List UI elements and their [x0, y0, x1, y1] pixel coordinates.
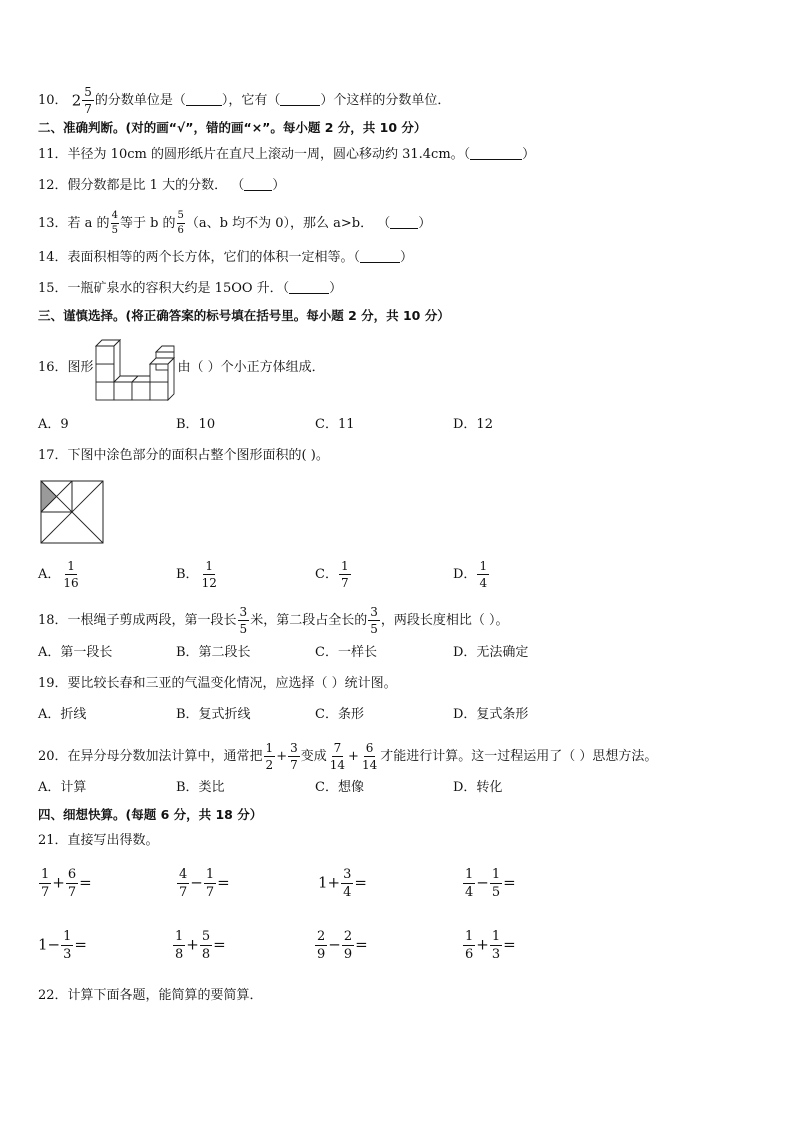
question-number: 10． — [38, 93, 68, 108]
calc-item: $\frac{1}{7}$ + $\frac{6}{7}$ = — [41, 867, 92, 900]
question-10: 10． 2 $\frac{5}{7}$ 的分数单位是（ ），它有（ ）个这样的分数单位． — [38, 85, 451, 116]
question-20: 20．在异分母分数加法计算中，通常把 $\frac{1}{2}$ + $\frac{3}{7}$ 变成 $\frac{7}{14}$ + $\frac{6}{14}$ 才能进行计算。这一过程运用了（ ）思想方法。 — [38, 741, 658, 772]
section-3-heading: 三、谨慎选择。(将正确答案的标号填在括号里。每小题 2 分，共 10 分） — [38, 308, 450, 323]
option-b[interactable]: B．10 — [176, 417, 216, 432]
calc-item: $\frac{2}{9}$ − $\frac{2}{9}$ = — [317, 929, 368, 962]
option-b[interactable]: B． $\frac{1}{12}$ — [176, 559, 217, 590]
answer-blank[interactable] — [244, 177, 272, 191]
calc-item: $\frac{1}{4}$ − $\frac{1}{5}$ = — [465, 867, 516, 900]
option-c[interactable]: C． $\frac{1}{7}$ — [315, 559, 349, 590]
option-d[interactable]: D．转化 — [453, 780, 503, 795]
answer-blank[interactable] — [289, 280, 329, 294]
option-c[interactable]: C．11 — [315, 417, 355, 432]
fraction: $\frac{3}{7}$ — [290, 741, 298, 772]
option-c[interactable]: C．想像 — [315, 780, 364, 795]
option-a[interactable]: A．第一段长 — [38, 645, 113, 660]
fraction: $\frac{5}{6}$ — [177, 210, 184, 236]
answer-blank[interactable] — [360, 249, 400, 263]
question-11: 11．半径为 10cm 的圆形纸片在直尺上滚动一周，圆心移动约 31.4cm。（ ） — [38, 147, 536, 162]
question-22: 22．计算下面各题，能简算的要简算． — [38, 988, 263, 1003]
option-a[interactable]: A．9 — [38, 417, 69, 432]
answer-blank[interactable] — [390, 215, 418, 229]
question-19: 19．要比较长春和三亚的气温变化情况，应选择（ ）统计图。 — [38, 676, 397, 691]
cube-stack-figure — [94, 332, 184, 404]
question-16: 16．图形 由（ ）个小正方体组成． — [38, 360, 325, 375]
option-d[interactable]: D．无法确定 — [453, 645, 529, 660]
option-b[interactable]: B．复式折线 — [176, 707, 251, 722]
option-a[interactable]: A．计算 — [38, 780, 87, 795]
section-4-heading: 四、细想快算。(每题 6 分，共 18 分） — [38, 807, 263, 822]
calc-item: $\frac{1}{6}$ + $\frac{1}{3}$ = — [465, 929, 516, 962]
question-18: 18．一根绳子剪成两段，第一段长 $\frac{3}{5}$ 米，第二段占全长的 $\frac{3}{5}$ ，两段长度相比（ ）。 — [38, 605, 509, 636]
question-12: 12．假分数都是比 1 大的分数． （ ） — [38, 178, 286, 193]
question-17: 17．下图中涂色部分的面积占整个图形面积的( )。 — [38, 448, 329, 463]
answer-blank[interactable] — [470, 146, 522, 160]
option-a[interactable]: A．折线 — [38, 707, 87, 722]
question-21: 21．直接写出得数。 — [38, 833, 159, 848]
fraction: $\frac{6}{14}$ — [361, 741, 378, 772]
fraction: $\frac{7}{14}$ — [329, 741, 346, 772]
calc-item: $\frac{4}{7}$ − $\frac{1}{7}$ = — [179, 867, 230, 900]
option-b[interactable]: B．第二段长 — [176, 645, 251, 660]
calc-item: 1− $\frac{1}{3}$ = — [38, 929, 87, 962]
option-d[interactable]: D．12 — [453, 417, 493, 432]
option-c[interactable]: C．条形 — [315, 707, 364, 722]
section-2-heading: 二、准确判断。(对的画“√”，错的画“×”。每小题 2 分，共 10 分） — [38, 120, 427, 135]
fraction: $\frac{3}{5}$ — [370, 605, 378, 636]
question-15: 15．一瓶矿泉水的容积大约是 15OO 升．（ ） — [38, 281, 343, 296]
fraction: $\frac{5}{7}$ — [84, 85, 92, 116]
answer-blank[interactable] — [186, 92, 222, 106]
option-b[interactable]: B．类比 — [176, 780, 225, 795]
fraction: $\frac{4}{5}$ — [111, 210, 118, 236]
mixed-number-integer: 2 — [71, 91, 82, 110]
option-a[interactable]: A． $\frac{1}{16}$ — [38, 559, 79, 590]
answer-blank[interactable] — [280, 92, 320, 106]
fraction: $\frac{3}{5}$ — [239, 605, 248, 636]
option-d[interactable]: D． $\frac{1}{4}$ — [453, 559, 488, 590]
question-13: 13．若 a 的 $\frac{4}{5}$ 等于 b 的 $\frac{5}{6}$ （a、b 均不为 0），那么 a>b． （ ） — [38, 210, 432, 236]
calc-item: 1+ $\frac{3}{4}$ = — [318, 867, 367, 900]
question-14: 14．表面积相等的两个长方体，它们的体积一定相等。（ ） — [38, 250, 414, 265]
fraction: $\frac{1}{2}$ — [265, 741, 274, 772]
shaded-square-figure — [40, 480, 104, 544]
option-d[interactable]: D．复式条形 — [453, 707, 529, 722]
option-c[interactable]: C．一样长 — [315, 645, 377, 660]
calc-item: $\frac{1}{8}$ + $\frac{5}{8}$ = — [175, 929, 226, 962]
